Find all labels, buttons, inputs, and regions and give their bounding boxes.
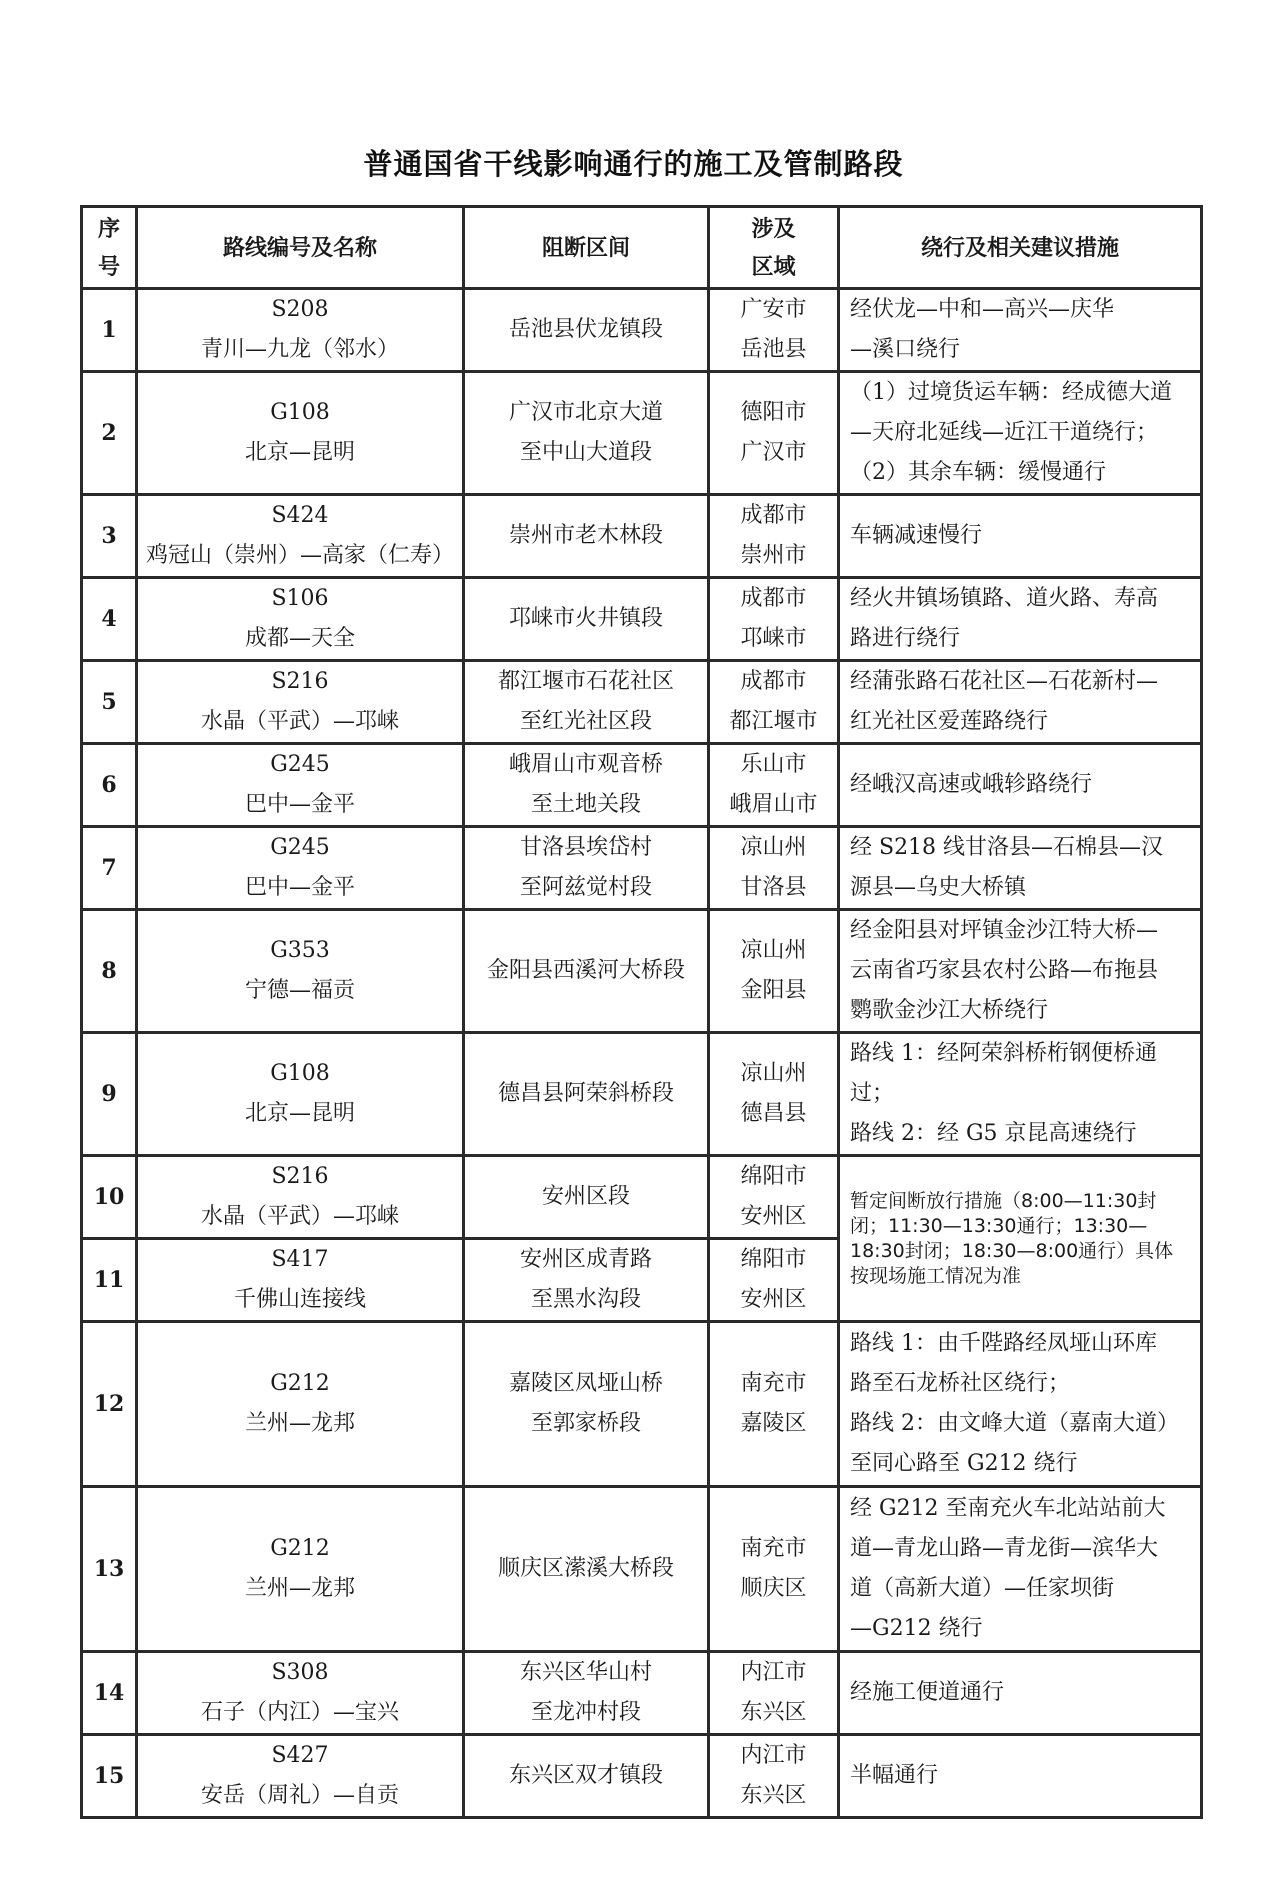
region-cell: 内江市 东兴区 <box>709 1652 839 1735</box>
table-row <box>82 661 1202 744</box>
section-cell: 崇州市老木林段 <box>464 495 709 578</box>
table-row <box>82 372 1202 495</box>
section-cell: 金阳县西溪河大桥段 <box>464 910 709 1033</box>
row-number-cell: 11 <box>82 1239 137 1322</box>
row-number-cell: 5 <box>82 661 137 744</box>
table-row <box>82 1033 1202 1156</box>
route-cell: S424 鸡冠山（崇州）—高家（仁寿） <box>137 495 464 578</box>
region-cell: 乐山市 峨眉山市 <box>709 744 839 827</box>
header-detour: 绕行及相关建议措施 <box>839 207 1202 289</box>
table-row <box>82 744 1202 827</box>
row-number-cell: 10 <box>82 1156 137 1239</box>
row-number-cell: 3 <box>82 495 137 578</box>
route-cell: G245 巴中—金平 <box>137 744 464 827</box>
route-cell: S216 水晶（平武）—邛崃 <box>137 1156 464 1239</box>
detour-cell: 经伏龙—中和—高兴—庆华 —溪口绕行 <box>839 289 1202 372</box>
table-row <box>82 1735 1202 1818</box>
detour-cell: 经施工便道通行 <box>839 1652 1202 1735</box>
route-cell: S308 石子（内江）—宝兴 <box>137 1652 464 1735</box>
table-row <box>82 495 1202 578</box>
region-cell: 凉山州 甘洛县 <box>709 827 839 910</box>
region-cell: 成都市 邛崃市 <box>709 578 839 661</box>
row-number-cell: 12 <box>82 1322 137 1487</box>
route-cell: G353 宁德—福贡 <box>137 910 464 1033</box>
section-cell: 邛崃市火井镇段 <box>464 578 709 661</box>
region-cell: 广安市 岳池县 <box>709 289 839 372</box>
detour-cell: 经 S218 线甘洛县—石棉县—汉 源县—乌史大桥镇 <box>839 827 1202 910</box>
row-number-cell: 15 <box>82 1735 137 1818</box>
section-cell: 安州区成青路 至黑水沟段 <box>464 1239 709 1322</box>
region-cell: 德阳市 广汉市 <box>709 372 839 495</box>
detour-cell: 经 G212 至南充火车北站站前大 道—青龙山路—青龙街—滨华大 道（高新大道）—任家坝街 —G212 绕行 <box>839 1487 1202 1652</box>
region-cell: 凉山州 德昌县 <box>709 1033 839 1156</box>
section-cell: 峨眉山市观音桥 至土地关段 <box>464 744 709 827</box>
route-cell: G245 巴中—金平 <box>137 827 464 910</box>
region-cell: 南充市 顺庆区 <box>709 1487 839 1652</box>
row-number-cell: 4 <box>82 578 137 661</box>
route-cell: S417 千佛山连接线 <box>137 1239 464 1322</box>
table-header-row <box>82 207 1202 289</box>
route-cell: S208 青川—九龙（邻水） <box>137 289 464 372</box>
region-cell: 绵阳市 安州区 <box>709 1156 839 1239</box>
section-cell: 东兴区双才镇段 <box>464 1735 709 1818</box>
route-cell: S216 水晶（平武）—邛崃 <box>137 661 464 744</box>
route-cell: G108 北京—昆明 <box>137 1033 464 1156</box>
row-number-cell: 7 <box>82 827 137 910</box>
table-row <box>82 1652 1202 1735</box>
detour-merged-cell: 暂定间断放行措施（8:00—11:30封闭；11:30—13:30通行；13:30—18:30封闭；18:30—8:00通行）具体按现场施工情况为准 <box>839 1156 1202 1322</box>
row-number-cell: 14 <box>82 1652 137 1735</box>
detour-cell: 路线 1：经阿荣斜桥桁钢便桥通 过； 路线 2：经 G5 京昆高速绕行 <box>839 1033 1202 1156</box>
detour-cell: 半幅通行 <box>839 1735 1202 1818</box>
row-number-cell: 1 <box>82 289 137 372</box>
section-cell: 岳池县伏龙镇段 <box>464 289 709 372</box>
table-row <box>82 910 1202 1033</box>
section-cell: 嘉陵区凤垭山桥 至郭家桥段 <box>464 1322 709 1487</box>
section-cell: 都江堰市石花社区 至红光社区段 <box>464 661 709 744</box>
detour-cell: 经峨汉高速或峨轸路绕行 <box>839 744 1202 827</box>
region-cell: 凉山州 金阳县 <box>709 910 839 1033</box>
row-number-cell: 8 <box>82 910 137 1033</box>
detour-cell: 经蒲张路石花社区—石花新村— 红光社区爱莲路绕行 <box>839 661 1202 744</box>
detour-cell: 路线 1：由千陛路经凤垭山环库 路至石龙桥社区绕行； 路线 2：由文峰大道（嘉南大道） 至同心路至 G212 绕行 <box>839 1322 1202 1487</box>
page-title: 普通国省干线影响通行的施工及管制路段 <box>363 147 904 181</box>
row-number-cell: 13 <box>82 1487 137 1652</box>
table-row <box>82 1156 1202 1239</box>
section-cell: 顺庆区潆溪大桥段 <box>464 1487 709 1652</box>
road-closure-table <box>80 205 1203 1819</box>
header-route: 路线编号及名称 <box>137 207 464 289</box>
header-region: 涉及 区域 <box>709 207 839 289</box>
region-cell: 成都市 崇州市 <box>709 495 839 578</box>
route-cell: S427 安岳（周礼）—自贡 <box>137 1735 464 1818</box>
section-cell: 东兴区华山村 至龙冲村段 <box>464 1652 709 1735</box>
route-cell: G108 北京—昆明 <box>137 372 464 495</box>
table-body <box>82 289 1202 1818</box>
section-cell: 德昌县阿荣斜桥段 <box>464 1033 709 1156</box>
region-cell: 成都市 都江堰市 <box>709 661 839 744</box>
table-row <box>82 827 1202 910</box>
route-cell: G212 兰州—龙邦 <box>137 1322 464 1487</box>
table-row <box>82 578 1202 661</box>
row-number-cell: 2 <box>82 372 137 495</box>
header-no: 序 号 <box>82 207 137 289</box>
detour-cell: 经金阳县对坪镇金沙江特大桥— 云南省巧家县农村公路—布拖县 鹦歌金沙江大桥绕行 <box>839 910 1202 1033</box>
route-cell: G212 兰州—龙邦 <box>137 1487 464 1652</box>
table-row <box>82 289 1202 372</box>
region-cell: 绵阳市 安州区 <box>709 1239 839 1322</box>
table-row <box>82 1322 1202 1487</box>
row-number-cell: 6 <box>82 744 137 827</box>
detour-cell: 车辆减速慢行 <box>839 495 1202 578</box>
region-cell: 内江市 东兴区 <box>709 1735 839 1818</box>
header-section: 阻断区间 <box>464 207 709 289</box>
section-cell: 广汉市北京大道 至中山大道段 <box>464 372 709 495</box>
detour-cell: 经火井镇场镇路、道火路、寿高 路进行绕行 <box>839 578 1202 661</box>
detour-cell: （1）过境货运车辆：经成德大道 —天府北延线—近江干道绕行； （2）其余车辆：缓慢通行 <box>839 372 1202 495</box>
region-cell: 南充市 嘉陵区 <box>709 1322 839 1487</box>
section-cell: 安州区段 <box>464 1156 709 1239</box>
route-cell: S106 成都—天全 <box>137 578 464 661</box>
row-number-cell: 9 <box>82 1033 137 1156</box>
table-row <box>82 1487 1202 1652</box>
section-cell: 甘洛县埃岱村 至阿兹觉村段 <box>464 827 709 910</box>
